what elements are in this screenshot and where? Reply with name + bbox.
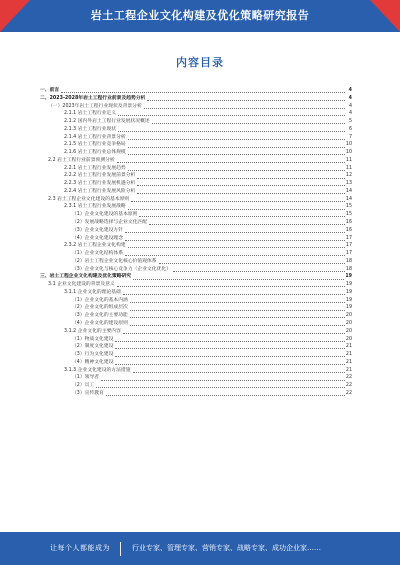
toc-entry-title: 2.2 岩土工程行业前景预测分析 [48, 157, 115, 163]
toc-leader-dots [128, 166, 345, 171]
toc-leader-dots [125, 236, 345, 241]
toc-leader-dots [152, 120, 345, 125]
toc-entry[interactable] [40, 367, 352, 375]
toc-entry[interactable] [40, 149, 352, 157]
toc-leader-dots [117, 283, 345, 288]
toc-entry-page: 14 [345, 188, 352, 194]
toc-entry-page: 17 [345, 251, 352, 257]
report-title: 岩土工程企业文化构建及优化策略研究报告 [90, 9, 310, 22]
toc-leader-dots [128, 205, 345, 210]
toc-leader-dots [115, 345, 344, 350]
toc-entry-title: （1）企业文化结构体系 [72, 251, 124, 257]
toc-entry[interactable] [40, 87, 352, 95]
toc-entry-page: 15 [345, 204, 352, 210]
toc-entry[interactable] [40, 273, 352, 281]
toc-entry[interactable] [40, 103, 352, 111]
toc-leader-dots [128, 244, 345, 249]
toc-entry[interactable] [40, 126, 352, 134]
page-footer [0, 532, 400, 565]
toc-entry-title: （1）企业文化建设的基本原则 [72, 212, 138, 218]
toc-leader-dots [128, 151, 345, 156]
toc-entry-page: 10 [345, 142, 352, 148]
toc-entry-title: 二、2023-2028年岩土工程行业前景及趋势分析 [40, 95, 146, 101]
toc-entry-title: 2.1.1 岩土工程行业定义 [64, 111, 117, 117]
toc-entry-title: （4）企业文化建设理念 [72, 235, 124, 241]
toc-leader-dots [130, 306, 345, 311]
toc-entry[interactable] [40, 297, 352, 305]
toc-entry-page: 17 [345, 235, 352, 241]
toc-entry-title: 3.1 企业文化建设的背景及意义 [48, 282, 115, 288]
toc-entry[interactable] [40, 235, 352, 243]
toc-leader-dots [133, 368, 345, 373]
toc-entry[interactable] [40, 312, 352, 320]
toc-entry-page: 15 [345, 212, 352, 218]
toc-entry[interactable] [40, 134, 352, 142]
toc-entry-page: 11 [345, 157, 352, 163]
toc-entry[interactable] [40, 227, 352, 235]
toc-entry-page: 7 [348, 134, 352, 140]
toc-leader-dots [125, 228, 345, 233]
toc-leader-dots [130, 314, 345, 319]
toc-entry-page: 17 [345, 243, 352, 249]
toc-entry[interactable] [40, 211, 352, 219]
toc-leader-dots [159, 259, 345, 264]
toc-entry-title: （4）精神文化建设 [72, 359, 114, 365]
toc-entry[interactable] [40, 118, 352, 126]
footer-divider [120, 542, 121, 556]
toc-entry-title: 3.1.3 企业文化建设的方法措施 [64, 367, 131, 373]
toc-entry[interactable] [40, 242, 352, 250]
toc-entry-title: （1）企业文化的基本内涵 [72, 297, 128, 303]
toc-entry-page: 19 [345, 305, 352, 311]
toc-leader-dots [101, 376, 345, 381]
toc-entry-page: 19 [345, 297, 352, 303]
toc-entry[interactable] [40, 188, 352, 196]
toc-entry[interactable] [40, 250, 352, 258]
toc-entry-page: 4 [348, 88, 352, 93]
toc-entry-title: （3）企业文化与核心竞争力（企业文化优化） [72, 266, 171, 272]
toc-entry-title: 2.1.4 岩土工程行业背景分析 [64, 134, 126, 140]
toc-entry-page: 22 [345, 375, 352, 381]
toc-entry-page: 4 [348, 111, 352, 117]
toc-entry-title: 2.2.4 岩土工程行业发展风险分析 [64, 188, 136, 194]
toc-leader-dots [149, 221, 345, 226]
toc-leader-dots [96, 384, 345, 389]
toc-leader-dots [125, 252, 345, 257]
toc-entry-title: （3）企业文化的主要功能 [72, 313, 128, 319]
toc-entry[interactable] [40, 172, 352, 180]
toc-entry-title: （3）企业文化建设方针 [72, 227, 124, 233]
toc-leader-dots [115, 360, 344, 365]
toc-entry-page: 10 [345, 150, 352, 156]
toc-entry-title: （1）领导者 [72, 375, 100, 381]
toc-entry-page: 20 [345, 313, 352, 319]
toc-entry-page: 11 [345, 165, 352, 171]
toc-entry-page: 21 [345, 352, 352, 358]
toc-entry-page: 13 [345, 181, 352, 187]
footer-slogan: 让每个人都能成为 [50, 544, 110, 552]
toc-entry-page: 14 [345, 196, 352, 202]
toc-entry-title: （3）行为文化建设 [72, 352, 114, 358]
toc-entry-title: 三、岩土工程企业文化构建及优化策略研究 [40, 274, 132, 280]
toc-leader-dots [115, 353, 344, 358]
toc-entry[interactable] [40, 328, 352, 336]
toc-leader-dots [117, 158, 345, 163]
toc-entry[interactable] [40, 219, 352, 227]
toc-entry-page: 20 [345, 328, 352, 334]
toc-entry[interactable] [40, 258, 352, 266]
header-right-accent [370, 0, 400, 32]
toc-entry[interactable] [40, 266, 352, 274]
toc-leader-dots [118, 112, 345, 117]
toc-leader-dots [130, 322, 345, 327]
toc-entry-title: （2）发展战略选择与企业文化匹配 [72, 220, 148, 226]
toc-leader-dots [118, 127, 345, 132]
toc-leader-dots [115, 337, 344, 342]
toc-leader-dots [137, 182, 345, 187]
toc-leader-dots [144, 104, 345, 109]
toc-entry[interactable] [40, 165, 352, 173]
toc-leader-dots [61, 89, 345, 94]
toc-entry-title: 2.1.3 岩土工程行业现状 [64, 126, 117, 132]
toc-entry-page: 21 [345, 367, 352, 373]
toc-entry-page: 22 [345, 383, 352, 389]
toc-entry-title: （4）企业文化的建设原则 [72, 320, 128, 326]
toc-entry[interactable] [40, 180, 352, 188]
toc-heading: 内容目录 [176, 56, 224, 69]
toc-entry-title: 2.1.6 岩土工程行业总体规模 [64, 150, 126, 156]
toc-entry-title: （2）制度文化建设 [72, 344, 114, 350]
page-header [0, 0, 400, 32]
toc-entry[interactable] [40, 343, 352, 351]
toc-entry-title: 3.1.1 企业文化的理论基础 [64, 289, 121, 295]
toc-entry-page: 21 [345, 344, 352, 350]
toc-entry-page: 16 [345, 220, 352, 226]
toc-entry-page: 21 [345, 359, 352, 365]
toc-entry-title: （2）员工 [72, 383, 95, 389]
toc-leader-dots [106, 391, 345, 396]
toc-entry[interactable] [40, 390, 352, 398]
toc-entry[interactable] [40, 359, 352, 367]
toc-entry[interactable] [40, 304, 352, 312]
toc-entry-title: （2）岩土工程企业文化核心价值观体系 [72, 258, 157, 264]
toc-entry-page: 18 [345, 266, 352, 272]
toc-entry-page: 22 [345, 390, 352, 396]
toc-entry[interactable] [40, 374, 352, 382]
toc-entry[interactable] [40, 157, 352, 165]
toc-entry-title: 2.3.1 岩土工程行业发展战略 [64, 204, 126, 210]
toc-entry-title: 2.2.1 岩土工程行业发展趋势 [64, 165, 126, 171]
toc-entry-page: 16 [345, 227, 352, 233]
toc-entry[interactable] [40, 289, 352, 297]
toc-entry[interactable] [40, 141, 352, 149]
toc-entry-title: （一）2023年岩土工程行业现状及背景分析 [48, 103, 142, 109]
toc-entry-title: 2.1.2 国内外岩土工程行业发展状况概述 [64, 119, 150, 125]
toc-entry-title: 3.1.2 企业文化的主要内容 [64, 328, 121, 334]
toc-leader-dots [137, 174, 345, 179]
toc-entry-page: 19 [345, 274, 352, 280]
toc-entry-page: 12 [345, 173, 352, 179]
toc-entry-title: 一、前言 [40, 88, 60, 93]
toc-entry-title: （3）宣传教育 [72, 390, 104, 396]
toc-entry-page: 6 [348, 126, 352, 132]
toc-entry-title: 2.1.5 岩土工程行业竞争格局 [64, 142, 126, 148]
toc-entry-page: 5 [348, 119, 352, 125]
toc-leader-dots [147, 96, 345, 101]
toc-leader-dots [123, 290, 345, 295]
toc-entry[interactable] [40, 196, 352, 204]
toc-entry-page: 19 [345, 289, 352, 295]
toc-leader-dots [130, 298, 345, 303]
toc-leader-dots [128, 135, 345, 140]
toc-leader-dots [133, 275, 344, 280]
toc-leader-dots [131, 197, 345, 202]
toc-entry-title: （2）企业文化的组成层次 [72, 305, 128, 311]
toc-entry[interactable] [40, 281, 352, 289]
toc-entry[interactable] [40, 320, 352, 328]
toc-entry-title: （1）物质文化建设 [72, 336, 114, 342]
header-left-accent [0, 0, 30, 32]
toc-entry-page: 19 [345, 282, 352, 288]
toc-entry[interactable] [40, 110, 352, 118]
toc-entry-page: 20 [345, 336, 352, 342]
toc-leader-dots [173, 267, 345, 272]
toc-entry-page: 20 [345, 320, 352, 326]
toc-entry-title: 2.3 岩土工程企业文化建设的基本原则 [48, 196, 130, 202]
toc-entry-title: 2.2.3 岩土工程行业发展机遇分析 [64, 181, 136, 187]
toc-entry-page: 4 [348, 95, 352, 101]
toc-entry[interactable] [40, 382, 352, 390]
toc-leader-dots [128, 143, 345, 148]
toc-leader-dots [139, 213, 344, 218]
toc-entry[interactable] [40, 203, 352, 211]
toc-entry-page: 4 [348, 103, 352, 109]
table-of-contents [40, 87, 352, 398]
toc-leader-dots [137, 190, 345, 195]
footer-tagline: 行业专家、管理专家、营销专家、战略专家、成功企业家…… [132, 544, 321, 552]
toc-entry[interactable] [40, 95, 352, 103]
toc-entry[interactable] [40, 351, 352, 359]
toc-entry[interactable] [40, 336, 352, 344]
toc-entry-page: 18 [345, 258, 352, 264]
toc-entry-title: 2.3.2 岩土工程企业文化构建 [64, 243, 126, 249]
toc-leader-dots [123, 329, 345, 334]
toc-entry-title: 2.2.2 岩土工程行业发展前景分析 [64, 173, 136, 179]
